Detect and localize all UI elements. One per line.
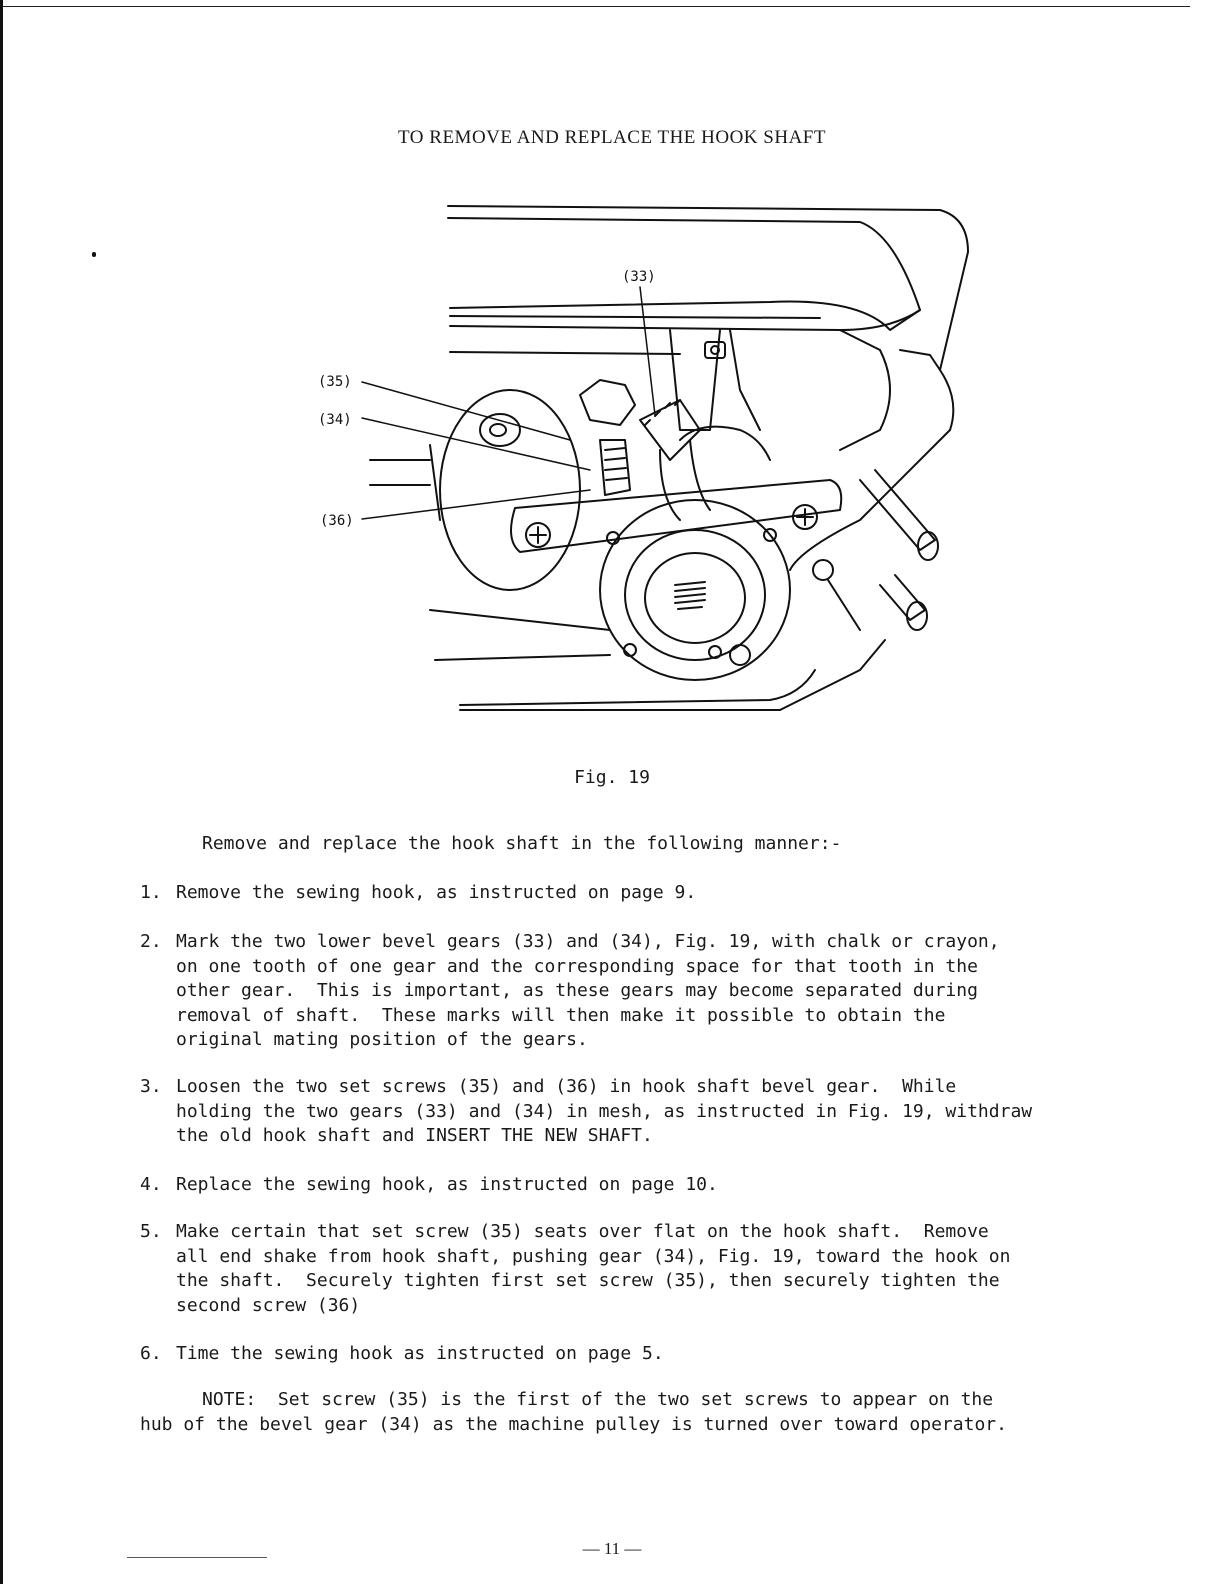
scan-top-edge — [0, 6, 1190, 7]
scan-speck — [92, 252, 96, 257]
note-line-2: hub of the bevel gear (34) as the machine pulley is turned over toward operator. — [140, 1414, 1007, 1435]
step-number: 1. — [140, 882, 162, 903]
scan-left-edge — [0, 0, 3, 1584]
step-number: 6. — [140, 1343, 162, 1364]
leader-34 — [362, 418, 590, 470]
hook-cylinder — [660, 440, 710, 520]
step-text: Mark the two lower bevel gears (33) and (34), Fig. 19, with chalk or crayon, on one tooth of one gear and the corresponding space for that tooth in the other gear. This is important, as these gears may become separated during removal of shaft. These marks will then make it possible to obtain the original mating position of the gears. — [176, 931, 1000, 1050]
hook-wheel — [440, 390, 580, 590]
step-number: 5. — [140, 1221, 162, 1242]
leader-33 — [640, 287, 655, 415]
note-line-1: NOTE: Set screw (35) is the first of the two set screws to appear on the — [202, 1389, 994, 1410]
callout-33: (33) — [622, 269, 656, 285]
footer-rule — [127, 1557, 267, 1558]
figure-caption: Fig. 19 — [574, 767, 650, 788]
page-number: — 11 — — [582, 1539, 642, 1558]
step-text: Loosen the two set screws (35) and (36) in hook shaft bevel gear. While holding the two gears (33) and (34) in mesh, as instructed in Fig. 19, withdraw the old hook shaft and INSERT THE NEW SHAFT. — [176, 1076, 1033, 1146]
step-number: 3. — [140, 1076, 162, 1097]
step-text: Time the sewing hook as instructed on page 5. — [176, 1343, 664, 1364]
page-title: TO REMOVE AND REPLACE THE HOOK SHAFT — [398, 127, 826, 148]
intro-paragraph: Remove and replace the hook shaft in the following manner:- — [202, 833, 842, 854]
hook-shaft-illustration — [300, 190, 1000, 730]
callout-35: (35) — [318, 374, 352, 390]
shaft-bracket — [670, 330, 720, 430]
callout-34: (34) — [318, 412, 352, 428]
step-number: 2. — [140, 931, 162, 952]
set-screw-head — [580, 380, 635, 425]
step-number: 4. — [140, 1174, 162, 1195]
callout-36: (36) — [320, 513, 354, 529]
step-text: Replace the sewing hook, as instructed on page 10. — [176, 1174, 718, 1195]
leader-35 — [362, 382, 570, 440]
step-text: Remove the sewing hook, as instructed on page 9. — [176, 882, 697, 903]
step-text: Make certain that set screw (35) seats over flat on the hook shaft. Remove all end shake from hook shaft, pushing gear (34), Fig. 19, toward the hook on the shaft. Securely tighten first set screw (35), then securely tighten the second screw (36) — [176, 1221, 1011, 1316]
